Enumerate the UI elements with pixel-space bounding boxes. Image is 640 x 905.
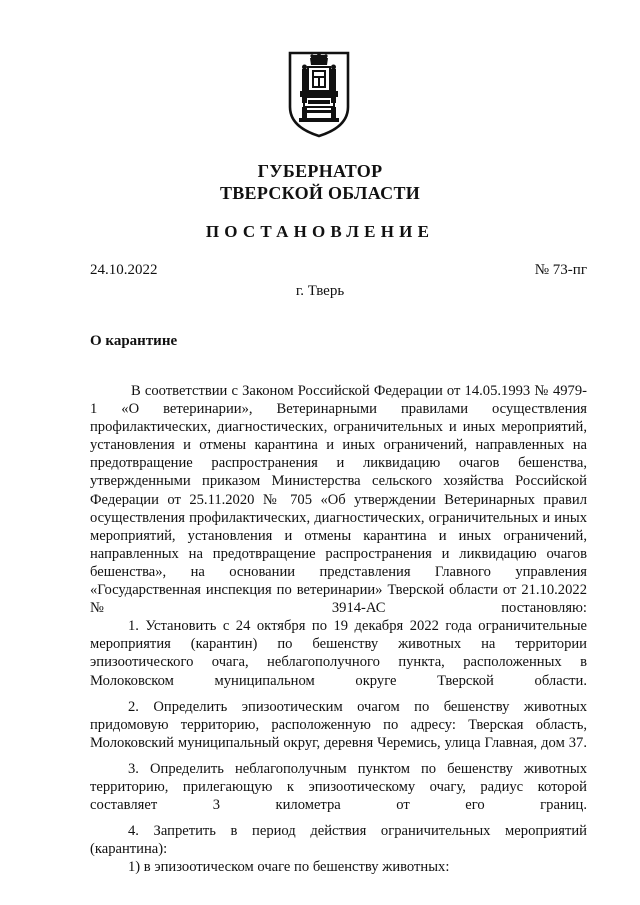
document-type: ПОСТАНОВЛЕНИЕ	[205, 222, 435, 241]
item-2-paragraph: 2. Определить эпизоотическим очагом по бешенству животных придомовую территорию, расположенную по адресу: Тверская область, Молоковский муниципальный округ, деревня Черемись, улица Главная, дом 37.	[90, 698, 587, 751]
issuer-region: ТВЕРСКОЙ ОБЛАСТИ	[219, 183, 421, 203]
item-4-1-paragraph: 1) в эпизоотическом очаге по бешенству животных:	[128, 859, 450, 876]
document-number: № 73-пг	[534, 262, 587, 278]
document-subject: О карантине	[90, 333, 178, 349]
document-city: г. Тверь	[295, 283, 345, 299]
document-date: 24.10.2022	[90, 262, 158, 278]
item-3-paragraph: 3. Определить неблагополучным пунктом по бешенству животных территорию, прилегающую к эпизоотическому очагу, радиус которой составляет 3 километра от его границ.	[90, 760, 587, 814]
issuer-title: ГУБЕРНАТОР	[257, 161, 383, 181]
intro-paragraph: В соответствии с Законом Российской Федерации от 14.05.1993 № 4979-1 «О ветеринарии», Ветеринарными правилами осуществления профилактических, диагностических, ограничительных и иных мероприятий, установления и отмены карантина и иных ограничений, направленных на предотвращение распространения и ликвидацию очагов бешенства, утвержденными приказом Министерства сельского хозяйства Российской Федерации от 25.11.2020 № 705 «Об утверждении Ветеринарных правил осуществления профилактических, диагностических, ограничительных и иных мероприятий, установления и отмены карантина и иных ограничений, направленных на предотвращение распространения и ликвидацию очагов бешенства», на основании представления Главного управления «Государственная инспекция по ветеринарии» Тверской области от 21.10.2022 № 3914-АС постановляю:	[90, 383, 587, 617]
item-4-paragraph: 4. Запретить в период действия ограничительных мероприятий (карантина):	[90, 823, 587, 858]
item-1-paragraph: 1. Установить с 24 октября по 19 декабря 2022 года ограничительные мероприятия (карантин) по бешенству животных на территории эпизоотического очага, неблагополучного пункта, расположенных в Молоковском муниципальном округе Тверской области.	[90, 618, 587, 689]
document-body	[90, 382, 587, 876]
coat-of-arms-icon	[287, 47, 351, 139]
